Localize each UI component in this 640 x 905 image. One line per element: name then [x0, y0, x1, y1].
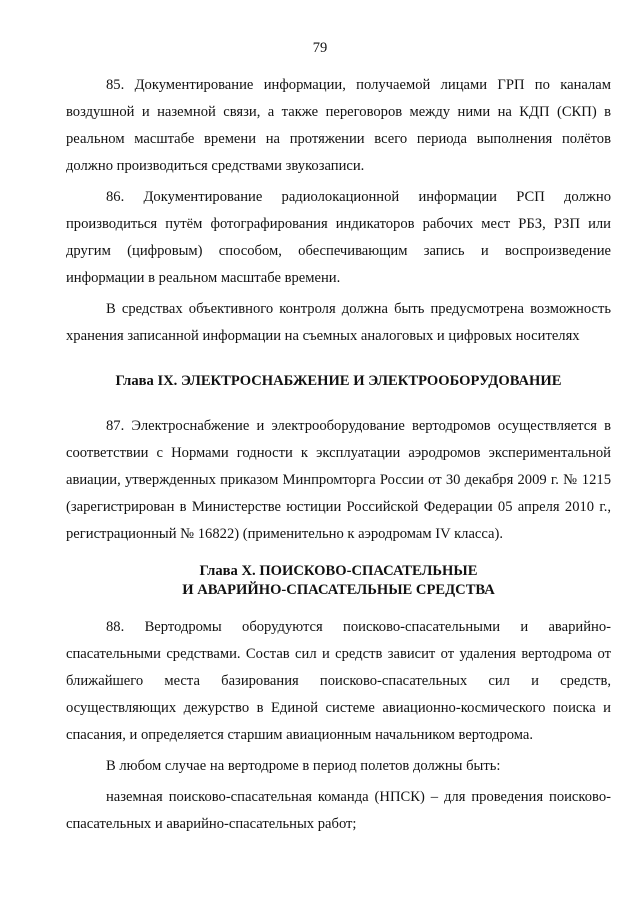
chapter-10-title-line-2: И АВАРИЙНО-СПАСАТЕЛЬНЫЕ СРЕДСТВА [182, 582, 495, 598]
paragraph-88-intro: В любом случае на вертодроме в период полетов должны быть: [106, 758, 501, 774]
paragraph-86: 86. Документирование радиолокационной информации РСП должно производиться путём фотографирования индикаторов рабочих мест РБЗ, РЗП или другим (цифровым) способом, обеспечивающим запись и воспроизведение информации в реальном масштабе времени. [66, 189, 611, 286]
paragraph-npsk: наземная поисково-спасательная команда (НПСК) – для проведения поисково-спасательных и аварийно-спасательных работ; [66, 789, 611, 832]
chapter-10-title-line-1: Глава X. ПОИСКОВО-СПАСАТЕЛЬНЫЕ [199, 563, 478, 579]
page-number: 79 [312, 40, 328, 56]
paragraph-85: 85. Документирование информации, получаемой лицами ГРП по каналам воздушной и наземной связи, а также переговоров между ними на КДП (СКП) в реальном масштабе времени на протяжении всего периода выполнения полётов должно производиться средствами звукозаписи. [66, 77, 611, 174]
chapter-9-title: Глава IX. ЭЛЕКТРОСНАБЖЕНИЕ И ЭЛЕКТРООБОРУДОВАНИЕ [115, 373, 562, 389]
chapter-10-title [66, 562, 611, 600]
paragraph-87: 87. Электроснабжение и электрооборудование вертодромов осуществляется в соответствии с Нормами годности к эксплуатации аэродромов экспериментальной авиации, утвержденных приказом Минпромторга России от 30 декабря 2009 г. № 1215 (зарегистрирован в Министерстве юстиции Российской Федерации 05 апреля 2010 г., регистрационный № 16822) (применительно к аэродромам IV класса). [66, 418, 611, 542]
paragraph-88: 88. Вертодромы оборудуются поисково-спасательными и аварийно-спасательными средствами. Состав сил и средств зависит от удаления вертодрома от ближайшего места базирования поисково-спасательных сил и средств, осуществляющих дежурство в Единой системе авиационно-космического поиска и спасания, и определяется старшим авиационным начальником вертодрома. [66, 619, 611, 743]
page-content [66, 72, 611, 838]
paragraph-storage: В средствах объективного контроля должна быть предусмотрена возможность хранения записанной информации на съемных аналоговых и цифровых носителях [66, 301, 611, 344]
